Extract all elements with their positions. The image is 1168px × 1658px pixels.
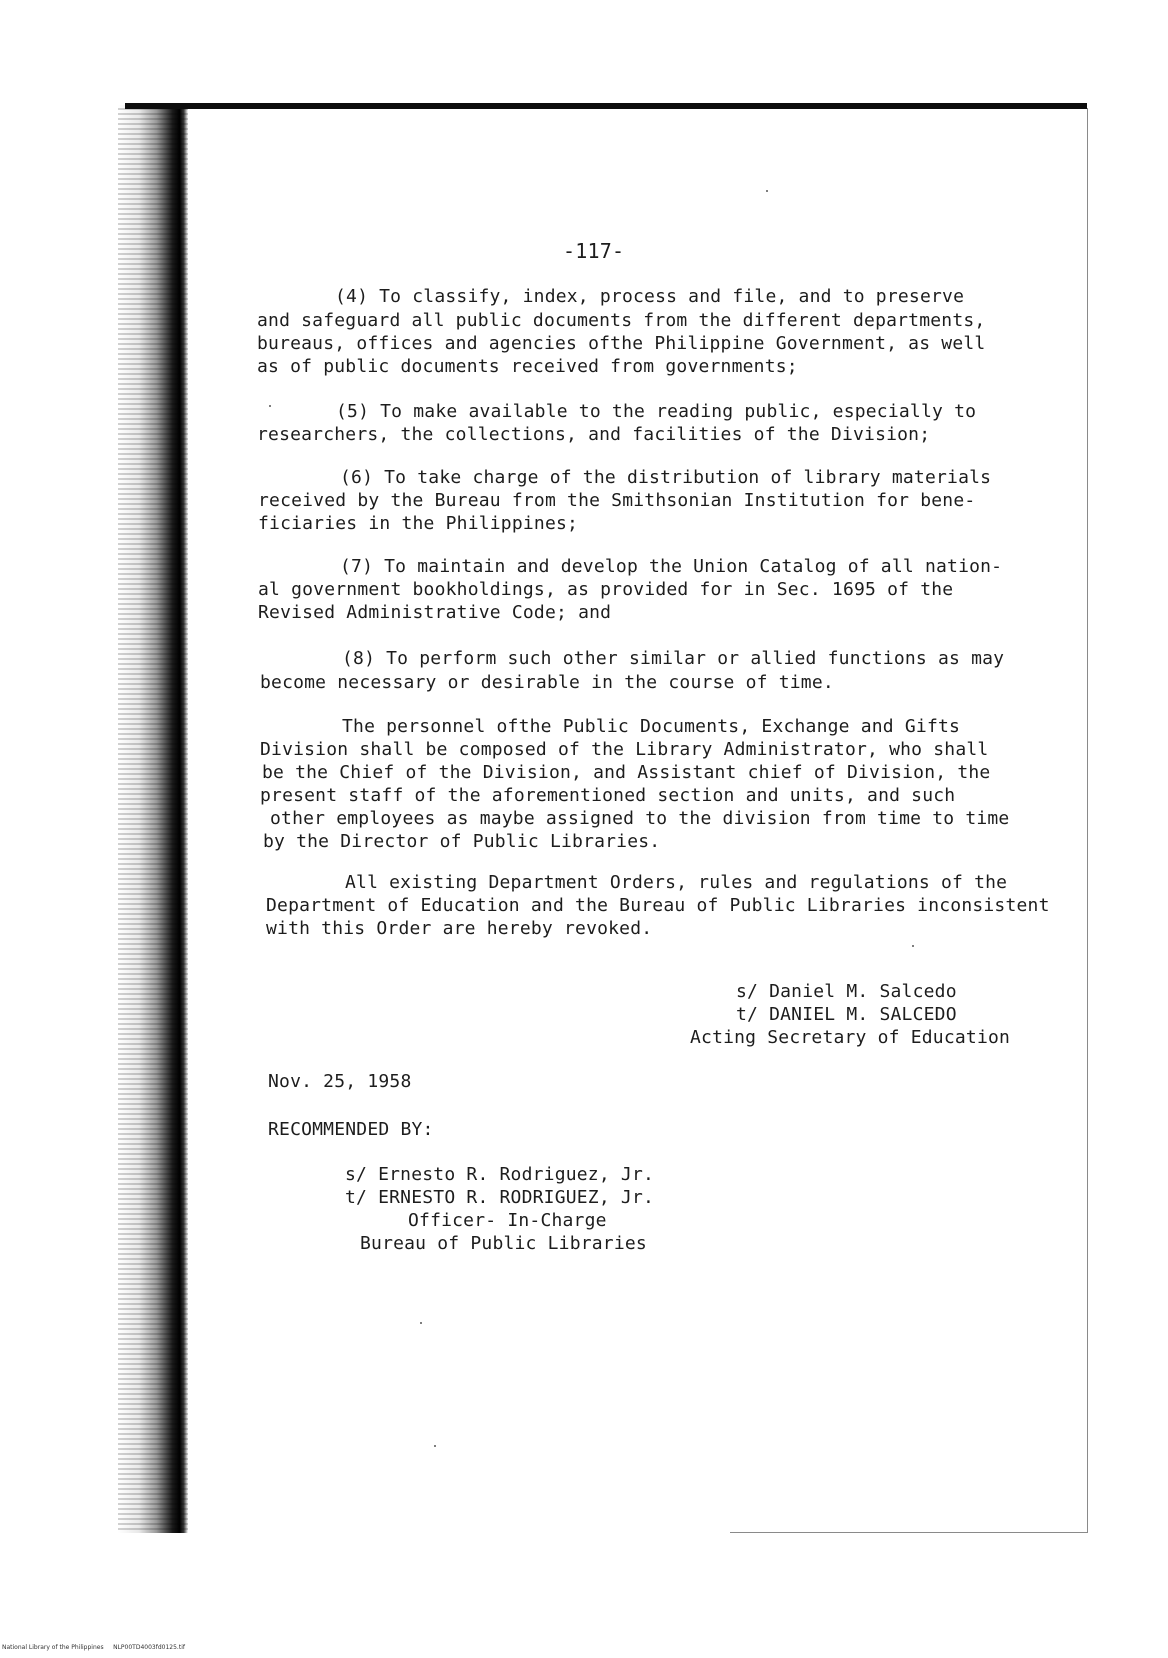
signatory-title: Acting Secretary of Education: [690, 1027, 1011, 1048]
paragraph-6-line: (6) To take charge of the distribution of library materials: [340, 467, 992, 488]
signatory-signed-name: s/ Daniel M. Salcedo: [736, 981, 957, 1002]
paragraph-8-line: (8) To perform such other similar or allied functions as may: [342, 648, 1005, 669]
paragraph-8-line: become necessary or desirable in the course of time.: [260, 672, 834, 693]
personnel-paragraph-line: be the Chief of the Division, and Assistant chief of Division, the: [262, 762, 991, 783]
recommended-by-label: RECOMMENDED BY:: [268, 1119, 434, 1140]
paragraph-4-line: and safeguard all public documents from the different departments,: [257, 310, 986, 331]
repeal-paragraph-line: with this Order are hereby revoked.: [266, 918, 653, 939]
recommender-title: Officer- In-Charge: [408, 1210, 607, 1231]
recommender-typed-name: t/ ERNESTO R. RODRIGUEZ, Jr.: [345, 1187, 655, 1208]
paragraph-5-line: (5) To make available to the reading public, especially to: [336, 401, 977, 422]
scan-speck: [269, 405, 271, 407]
order-date: Nov. 25, 1958: [268, 1071, 412, 1092]
personnel-paragraph-line: The personnel ofthe Public Documents, Exchange and Gifts: [342, 716, 961, 737]
paragraph-5-line: researchers, the collections, and facilities of the Division;: [257, 424, 931, 445]
scan-binding-edge: [118, 105, 188, 1533]
paragraph-7-line: al government bookholdings, as provided for in Sec. 1695 of the: [258, 579, 954, 600]
scan-speck: [766, 190, 768, 192]
repeal-paragraph-line: Department of Education and the Bureau of Public Libraries inconsistent: [266, 895, 1050, 916]
personnel-paragraph-line: present staff of the aforementioned section and units, and such: [260, 785, 956, 806]
personnel-paragraph-line: other employees as maybe assigned to the division from time to time: [270, 808, 1010, 829]
page-number: -117-: [563, 239, 625, 263]
page-right-border: [1087, 108, 1088, 1533]
recommender-office: Bureau of Public Libraries: [360, 1233, 647, 1254]
paragraph-6-line: ficiaries in the Philippines;: [258, 513, 579, 534]
paragraph-4-line: bureaus, offices and agencies ofthe Philippine Government, as well: [257, 333, 986, 354]
scan-speck: [912, 945, 914, 947]
repeal-paragraph-line: All existing Department Orders, rules and regulations of the: [345, 872, 1008, 893]
scan-speck: [420, 1322, 422, 1324]
page-bottom-border: [730, 1532, 1088, 1533]
personnel-paragraph-line: by the Director of Public Libraries.: [263, 831, 661, 852]
scan-speck: [434, 1445, 436, 1447]
personnel-paragraph-line: Division shall be composed of the Library Administrator, who shall: [260, 739, 989, 760]
paragraph-4-line: (4) To classify, index, process and file, and to preserve: [335, 286, 965, 307]
signatory-typed-name: t/ DANIEL M. SALCEDO: [736, 1004, 957, 1025]
recommender-signed-name: s/ Ernesto R. Rodriguez, Jr.: [345, 1164, 655, 1185]
paragraph-4-line: as of public documents received from governments;: [257, 356, 798, 377]
scan-footer-caption: National Library of the Philippines NLP00TD4003fd0125.tif: [2, 1644, 185, 1651]
page-top-border: [125, 103, 1087, 109]
paragraph-7-line: (7) To maintain and develop the Union Catalog of all nation-: [340, 556, 1003, 577]
paragraph-6-line: received by the Bureau from the Smithsonian Institution for bene-: [258, 490, 976, 511]
paragraph-7-line: Revised Administrative Code; and: [258, 602, 612, 623]
